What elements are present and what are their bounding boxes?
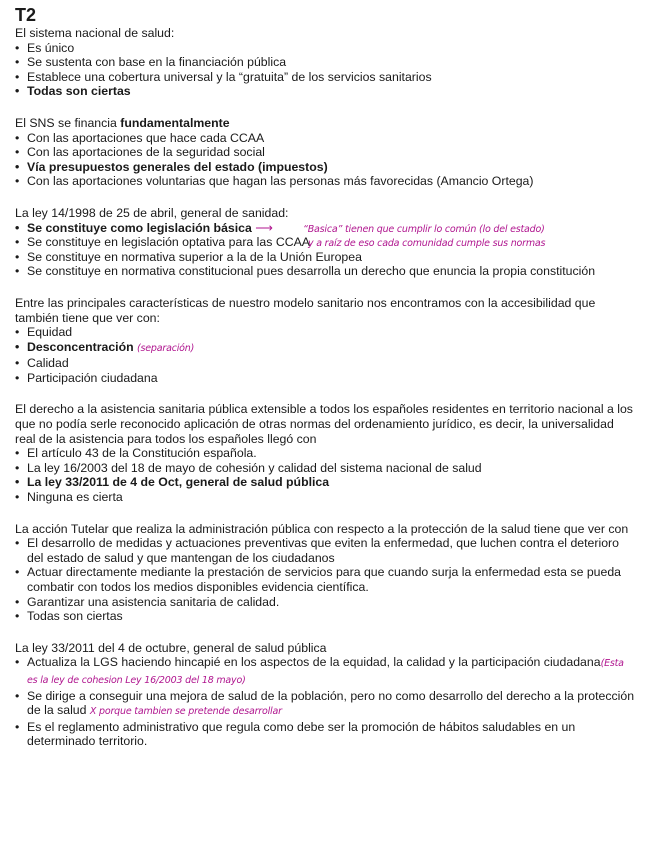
option-6d: • Todas son ciertas [15,609,636,624]
options-2 [15,131,636,189]
options-6 [15,536,636,624]
question-6: La acción Tutelar que realiza la administración pública con respecto a la protección de la salud tiene que ver con [15,521,629,536]
option-5b: • La ley 16/2003 del 18 de mayo de cohesión y calidad del sistema nacional de salud [15,461,636,476]
option-6a: • El desarrollo de medidas y actuaciones preventivas que eviten la enfermedad, que luchen contra el deterioro del estado de salud y que mantengan de los ciudadanos [15,536,636,565]
question-3-text: La ley 14/1998 de 25 de abril, general de sanidad: [15,205,289,220]
option-2c: • Vía presupuestos generales del estado (impuestos) [15,160,636,175]
question-4: Entre las principales características de nuestro modelo sanitario nos encontramos con la accesibilidad que también tiene que ver con: [15,295,596,325]
option-7a [15,655,636,688]
handnote-arrow-icon: ⟶ [255,220,273,235]
question-5: El derecho a la asistencia sanitaria pública extensible a todos los españoles residentes en territorio nacional a los que no podía serle reconocido aplicación de otras normas del ordenamiento jurídico, es decir, la universalidad real de la asistencia para todos los españoles llegó con [15,402,633,446]
option-7b [15,689,636,720]
option-5a: • El artículo 43 de la Constitución española. [15,446,636,461]
option-7c: • Es el reglamento administrativo que regula como debe ser la promoción de hábitos saludables en un determinado territorio. [15,720,636,749]
option-3a-text: Se constituye como legislación básica [27,220,252,235]
handnote-basica: “Basica” tienen que cumplir lo común (lo del estado) [303,224,545,235]
option-1a: • Es único [15,41,636,56]
option-6c: • Garantizar una asistencia sanitaria de calidad. [15,595,636,610]
options-1 [15,41,636,99]
option-5d: • Ninguna es cierta [15,490,636,505]
option-4b-text: Desconcentración [27,339,134,354]
document-title: T2 [15,5,37,25]
option-2d: • Con las aportaciones voluntarias que hagan las personas más favorecidas (Amancio Ortega) [15,174,636,189]
option-1b: • Se sustenta con base en la financiación pública [15,55,636,70]
option-2b: • Con las aportaciones de la seguridad social [15,145,636,160]
handnote-comunidad: y a raíz de eso cada comunidad cumple sus normas [308,238,546,249]
document-page [15,4,636,749]
option-6b: • Actuar directamente mediante la prestación de servicios para que cuando surja la enfermedad esta se pueda combatir con todos los medios disponibles evidencia científica. [15,565,636,594]
option-7b-text: Se dirige a conseguir una mejora de salud de la población, pero no como desarrollo del derecho a la protección de la salud [27,688,635,718]
option-7a-text: Actualiza la LGS haciendo hincapié en los aspectos de la equidad, la calidad y la participación ciudadana [27,655,601,670]
option-4c: • Calidad [15,356,636,371]
question-2-pre: El SNS se financia [15,115,121,130]
option-3d: • Se constituye en normativa constitucional pues desarrolla un derecho que enuncia la propia constitución [15,264,636,279]
option-1c: • Establece una cobertura universal y la “gratuita” de los servicios sanitarios [15,70,636,85]
question-2 [15,116,636,131]
options-7 [15,655,636,749]
option-3b: • Se constituye en legislación optativa para las CCAA [15,235,636,250]
option-4d: • Participación ciudadana [15,371,636,386]
question-3 [15,206,636,221]
option-1d: • Todas son ciertas [15,84,636,99]
option-4a: • Equidad [15,325,636,340]
option-3c: • Se constituye en normativa superior a la de la Unión Europea [15,250,636,265]
question-7: La ley 33/2011 del 4 de octubre, general de salud pública [15,640,327,655]
options-4 [15,325,636,385]
options-5 [15,446,636,504]
option-4b [15,340,636,357]
option-2a: • Con las aportaciones que hace cada CCAA [15,131,636,146]
handnote-cohesion: (Esta es la ley de cohesion Ley 16/2003 del 18 mayo) [27,658,624,686]
option-5c: • La ley 33/2011 de 4 de Oct, general de salud pública [15,475,636,490]
handnote-desarrollar: X porque tambien se pretende desarrollar [89,706,282,718]
handnote-separacion: (separación) [137,342,195,354]
question-1: El sistema nacional de salud: [15,26,175,40]
question-2-bold: fundamentalmente [120,115,230,130]
